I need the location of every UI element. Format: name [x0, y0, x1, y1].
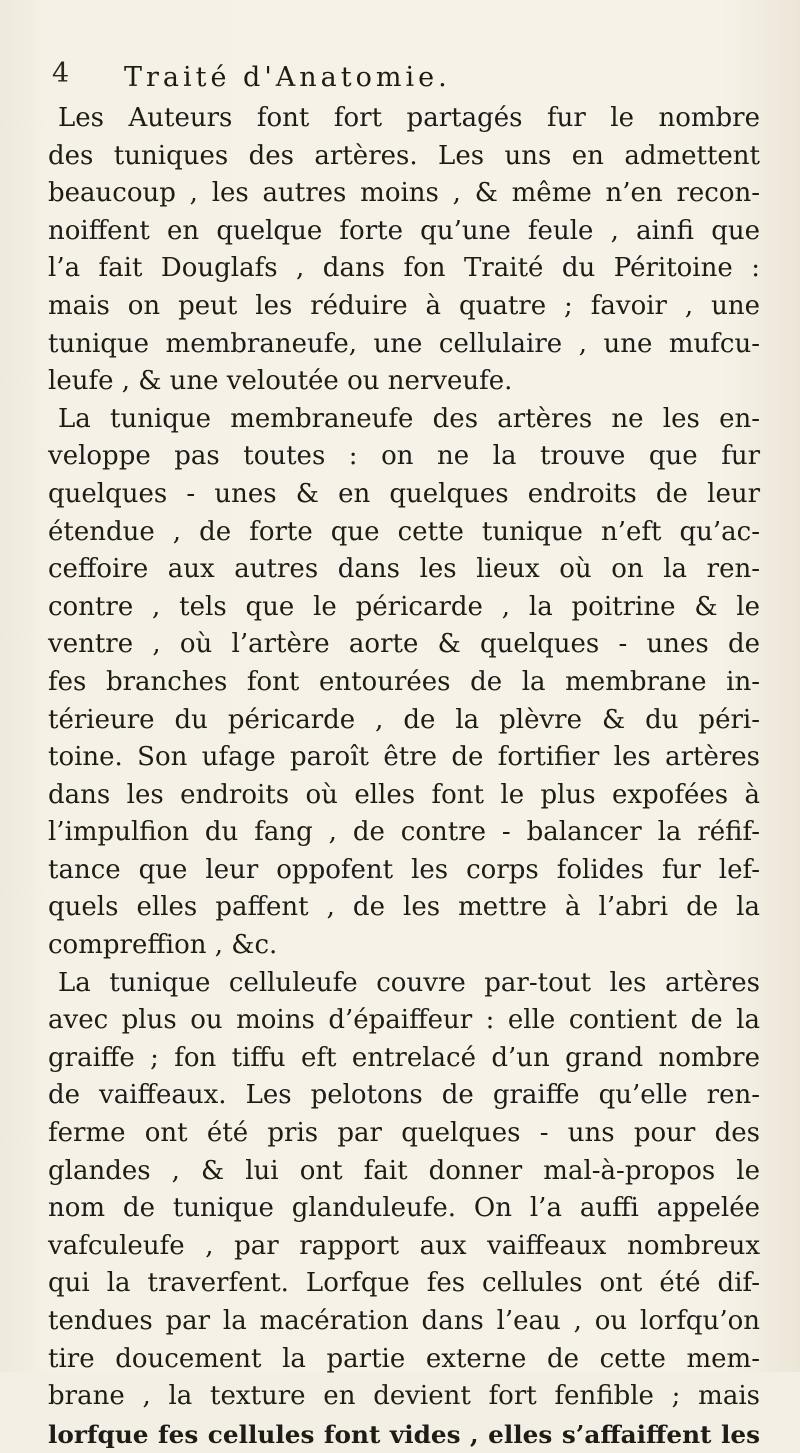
text-line: l’a fait Douglafs , dans fon Traité du Péritoine :: [48, 253, 760, 284]
text-line: veloppe pas toutes : on ne la trouve que fur: [48, 441, 760, 472]
text-line: leufe , & une veloutée ou nerveufe.: [48, 366, 513, 397]
text-line: tendues par la macération dans l’eau , ou lorfqu’on: [48, 1306, 760, 1336]
text-line: lorfque fes cellules font vides , elles s’affaiffent les: [48, 1419, 760, 1449]
running-header: [124, 62, 764, 98]
text-line: Les Auteurs font fort partagés fur le nombre: [58, 103, 760, 133]
text-line: tire doucement la partie externe de cette mem-: [48, 1343, 760, 1374]
body-text: [48, 100, 760, 1453]
text-line: l’impulfion du fang , de contre - balancer la réfif-: [48, 817, 760, 848]
text-line: avec plus ou moins d’épaiffeur : elle contient de la: [48, 1005, 760, 1036]
text-line: noiffent en quelque forte qu’une feule , ainfi que: [48, 215, 760, 246]
text-line: ferme ont été pris par quelques - uns pour des: [48, 1118, 760, 1149]
text-line: nom de tunique glanduleufe. On l’a auffi appelée: [48, 1193, 760, 1224]
text-line: La tunique celluleufe couvre par-tout les artères: [58, 967, 760, 998]
text-line: toine. Son ufage paroît être de fortifier les artères: [48, 742, 760, 773]
text-line: qui la traverfent. Lorfque fes cellules ont été dif-: [48, 1268, 760, 1299]
text-line: térieure du péricarde , de la plèvre & du péri-: [48, 704, 760, 735]
text-line: beaucoup , les autres moins , & même n’en recon-: [48, 178, 760, 209]
page-number: 4: [52, 58, 70, 89]
text-line: fes branches font entourées de la membrane in-: [48, 666, 760, 697]
text-line: quelques - unes & en quelques endroits de leur: [48, 478, 760, 509]
text-line: contre , tels que le péricarde , la poitrine & le: [48, 591, 760, 622]
text-line: ceffoire aux autres dans les lieux où on la ren-: [48, 554, 760, 585]
running-head-title: Traité d'Anatomie.: [124, 62, 451, 93]
text-line: ventre , où l’artère aorte & quelques - unes de: [48, 629, 760, 660]
text-line: brane , la texture en devient fort fenfible ; mais: [48, 1381, 760, 1412]
text-line: de vaiffeaux. Les pelotons de graiffe qu’elle ren-: [48, 1080, 760, 1111]
text-line: compreffion , &c.: [48, 930, 278, 961]
text-line: vafculeufe , par rapport aux vaiffeaux nombreux: [48, 1230, 760, 1261]
text-line: quels elles paffent , de les mettre à l’abri de la: [48, 892, 760, 923]
text-line: tance que leur oppofent les corps folides fur lef-: [48, 854, 760, 885]
text-line: dans les endroits où elles font le plus expofées à: [48, 779, 760, 810]
text-line: mais on peut les réduire à quatre ; favoir , une: [48, 290, 760, 321]
text-line: tunique membraneufe, une cellulaire , une mufcu-: [48, 328, 760, 359]
text-line: La tunique membraneufe des artères ne les en-: [58, 403, 760, 434]
text-line: étendue , de forte que cette tunique n’eft qu’ac-: [48, 516, 760, 547]
text-line: des tuniques des artères. Les uns en admettent: [48, 140, 760, 171]
text-line: graiffe ; fon tiffu eft entrelacé d’un grand nombre: [48, 1042, 760, 1073]
text-line: glandes , & lui ont fait donner mal-à-propos le: [48, 1155, 760, 1186]
